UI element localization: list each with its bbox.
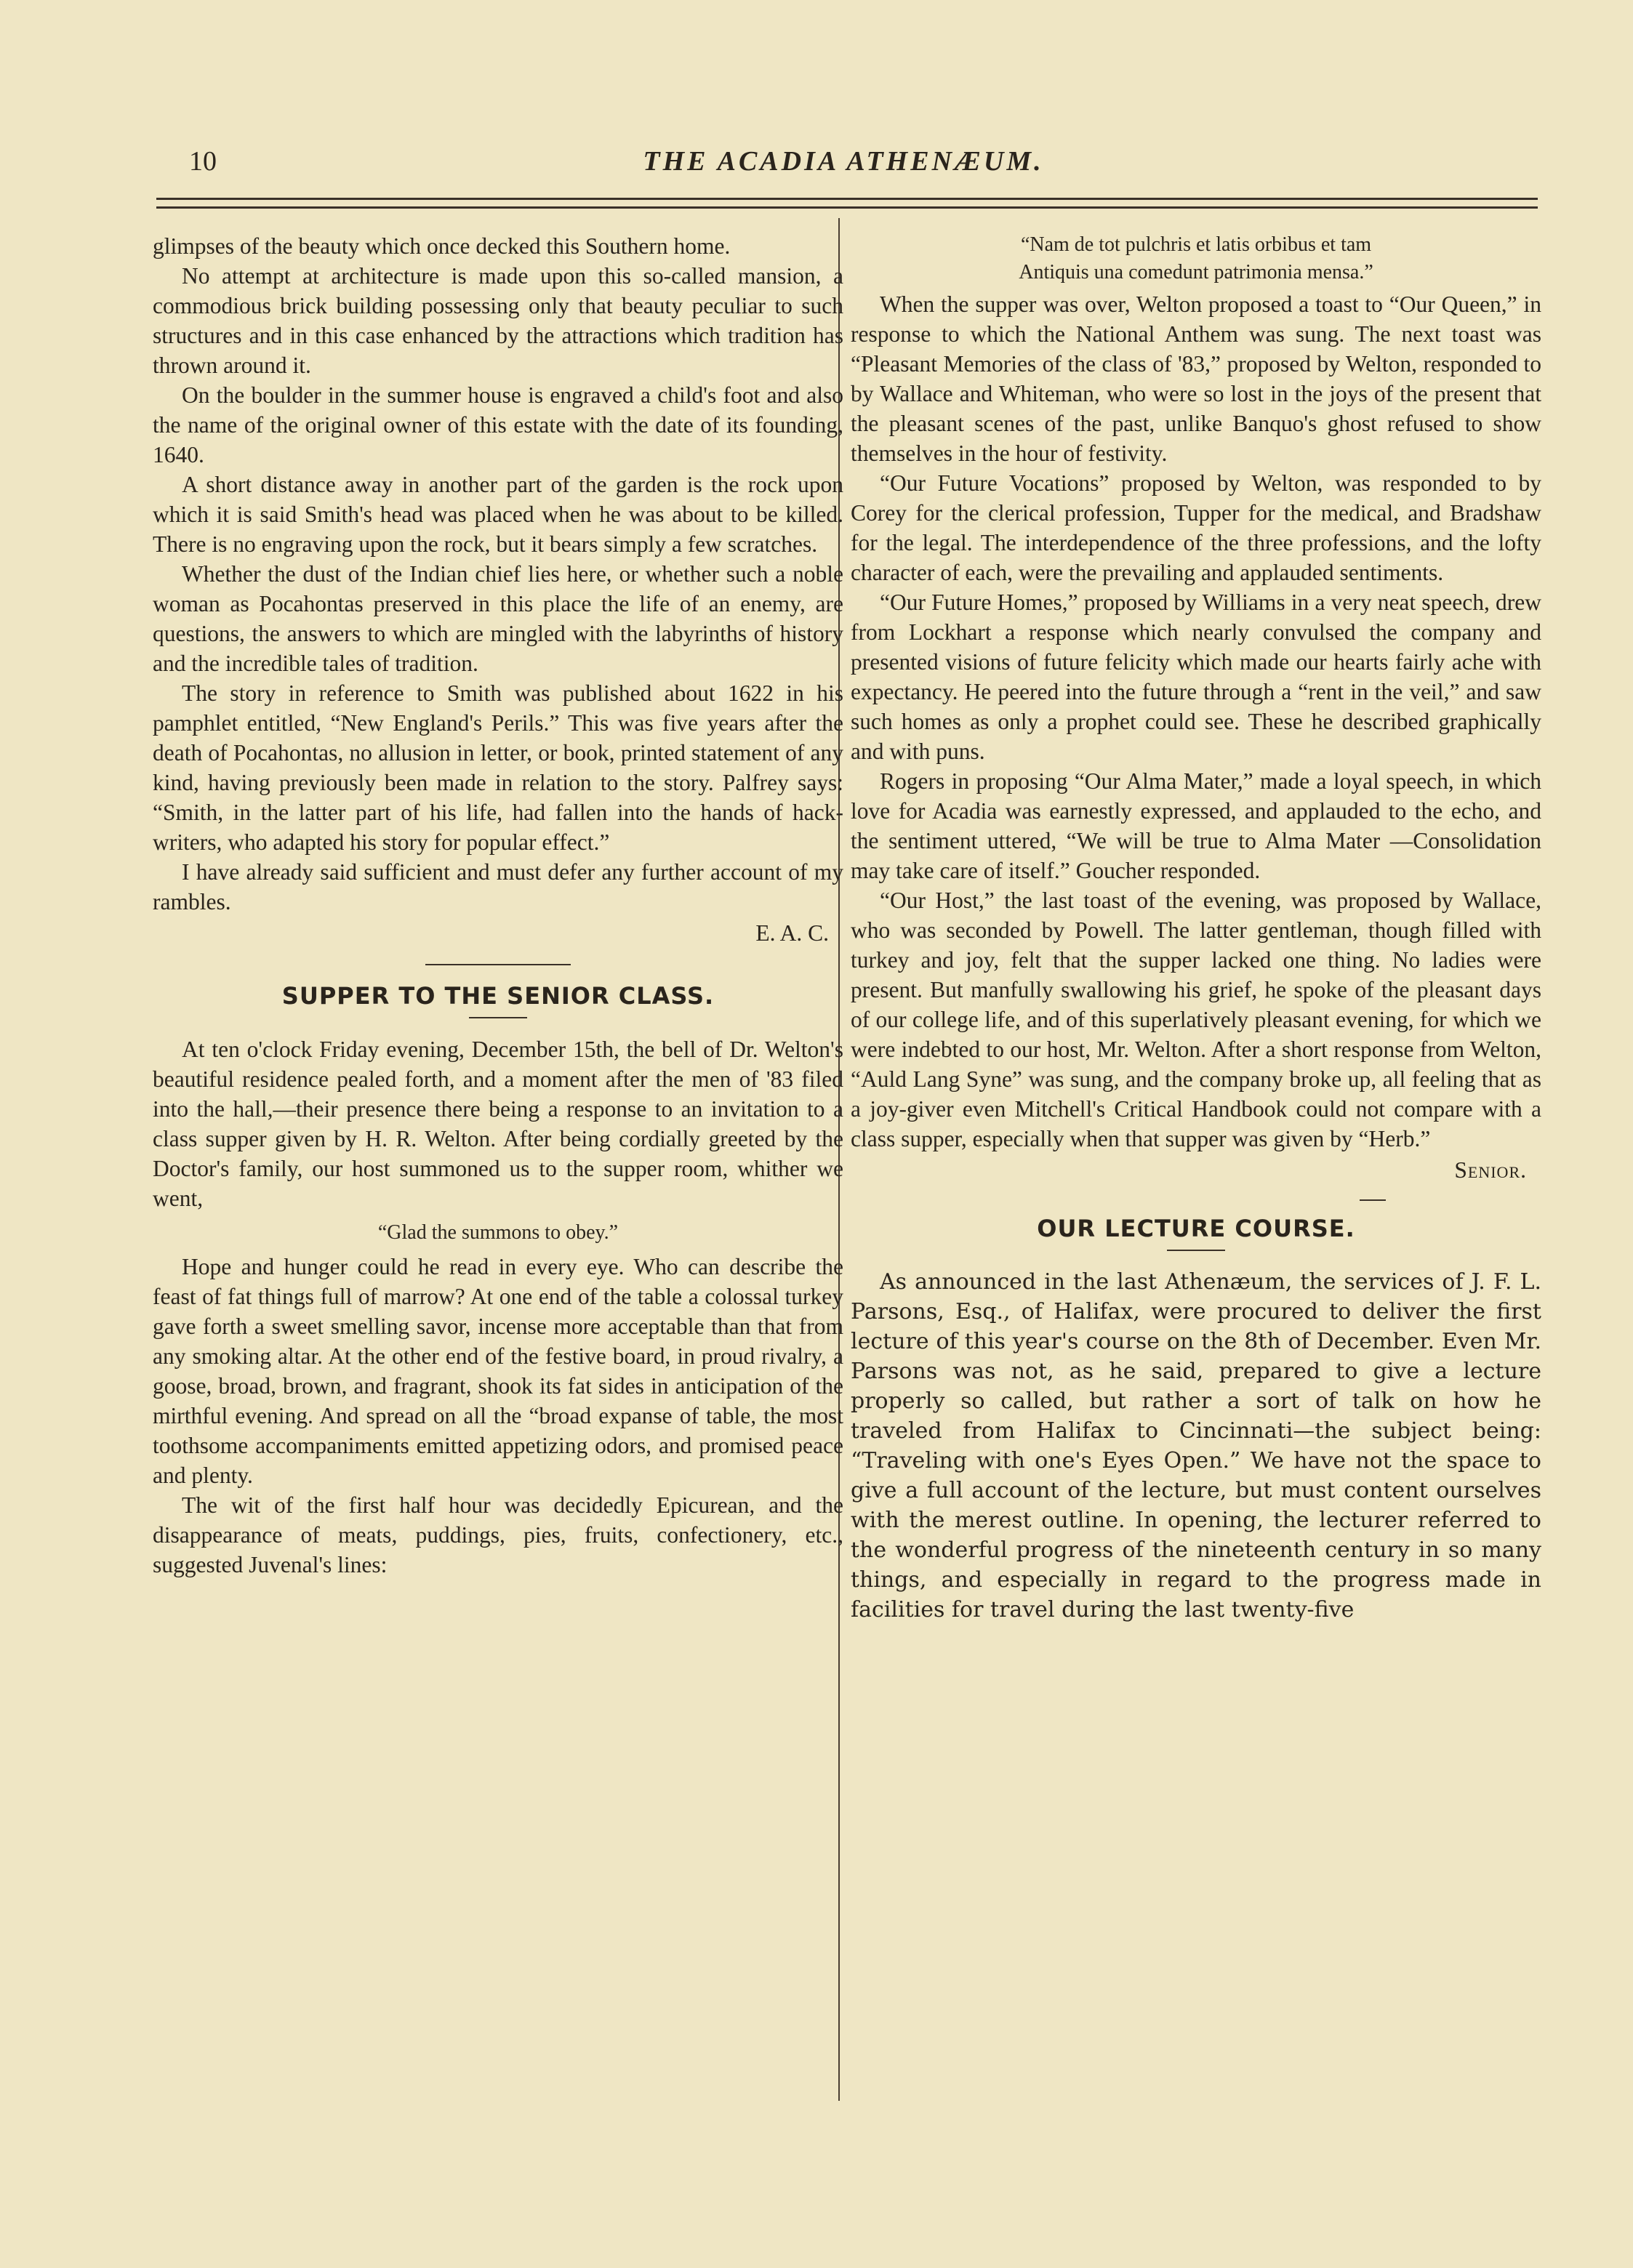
paragraph: When the supper was over, Welton proposed a toast to “Our Queen,” in response to which the National Anthem was sung. The next toast was “Pleasant Memories of the class of '83,” proposed by Welton, responded to by Wallace and Whiteman, who were so lost in the joys of the present that the pleasant scenes of the past, unlike Banquo's ghost refused to show themselves in the hour of festivity.	[851, 291, 1541, 466]
heading-underline	[469, 1017, 527, 1018]
paragraph: Hope and hunger could he read in every eye. Who can describe the feast of fat things full of marrow? At one end of the table a colossal turkey gave forth a sweet smelling savor, incense more acceptable than that from any smoking altar. At the other end of the festive board, in proud rivalry, a goose, broad, brown, and fragrant, shook its fat sides in anticipation of the mirthful evening. And spread on all the “broad expanse of table, the most toothsome accompaniments emitted appetizing odors, and promised peace and plenty.	[153, 1254, 843, 1488]
paragraph: Rogers in proposing “Our Alma Mater,” made a loyal speech, in which love for Acadia was earnestly expressed, and applauded to the echo, and the sentiment uttered, “We will be true to Alma Mater —Consolidation may take care of itself.” Goucher responded.	[851, 768, 1541, 883]
paragraph: No attempt at architecture is made upon this so-called mansion, a commodious brick building possessing only that beauty peculiar to such structures and in this case enhanced by the attractions which tradition has thrown around it.	[153, 263, 843, 378]
quotation: “Glad the summons to obey.”	[377, 1221, 619, 1244]
section-divider	[425, 964, 571, 965]
left-column	[153, 231, 843, 1580]
signature: E. A. C.	[755, 920, 829, 946]
page-number: 10	[189, 146, 217, 177]
header-rule-top	[156, 198, 1538, 200]
running-title: THE ACADIA ATHENÆUM.	[643, 146, 1044, 177]
paragraph: I have already said sufficient and must defer any further account of my rambles.	[153, 859, 843, 914]
paragraph: “Our Future Homes,” proposed by Williams in a very neat speech, drew from Lockhart a response which nearly convulsed the company and presented visions of future felicity which made our hearts fairly ache with expectancy. He peered into the future through a “rent in the veil,” and saw such homes as only a prophet could see. These he described graphically and with puns.	[851, 590, 1541, 764]
latin-quotation	[851, 231, 1541, 286]
lecture-section	[851, 1267, 1541, 1625]
signature: Senior.	[1454, 1157, 1527, 1183]
heading-underline	[1167, 1250, 1225, 1251]
latin-quote-line: “Nam de tot pulchris et latis orbibus et tam	[1020, 233, 1372, 256]
paragraph: Whether the dust of the Indian chief lies here, or whether such a noble woman as Pocahontas preserved in this place the life of an enemy, are questions, the answers to which are mingled with the labyrinths of history and the incredible tales of tradition.	[153, 561, 843, 676]
right-column	[851, 231, 1541, 1625]
section-divider	[1360, 1199, 1386, 1201]
latin-quote-line: Antiquis una comedunt patrimonia mensa.”	[1019, 261, 1373, 284]
page-header	[189, 145, 1498, 189]
paragraph: The wit of the first half hour was decidedly Epicurean, and the disappearance of meats, puddings, pies, fruits, confectionery, etc., suggested Juvenal's lines:	[153, 1492, 843, 1577]
paragraph: “Our Host,” the last toast of the evening, was proposed by Wallace, who was seconded by Powell. The latter gentleman, though filled with turkey and joy, felt that the supper lacked one thing. No ladies were present. But manfully swallowing his grief, he spoke of the pleasant days of our college life, and of this superlatively pleasant evening, for which we were indebted to our host, Mr. Welton. After a short response from Welton, “Auld Lang Syne” was sung, and the company broke up, all feeling that as a joy-giver even Mitchell's Critical Handbook could not compare with a class supper, especially when that supper was given by “Herb.”	[851, 888, 1541, 1151]
paragraph: At ten o'clock Friday evening, December 15th, the bell of Dr. Welton's beautiful residence pealed forth, and a moment after the men of '83 filed into the hall,—their presence there being a response to an invitation to a class supper given by H. R. Welton. After being cordially greeted by the Doctor's family, our host summoned us to the supper room, whither we went,	[153, 1037, 843, 1211]
paragraph: “Our Future Vocations” proposed by Welton, was responded to by Corey for the clerical profession, Tupper for the medical, and Bradshaw for the legal. The interdependence of the three professions, and the lofty character of each, were the prevailing and applauded sentiments.	[851, 470, 1541, 585]
paragraph: On the boulder in the summer house is engraved a child's foot and also the name of the original owner of this estate with the date of its founding, 1640.	[153, 382, 843, 467]
paragraph: The story in reference to Smith was published about 1622 in his pamphlet entitled, “New England's Perils.” This was five years after the death of Pocahontas, no allusion in letter, or book, printed statement of any kind, having previously been made in relation to the story. Palfrey says: “Smith, in the latter part of his life, had fallen into the hands of hack-writers, who adapted his story for popular effect.”	[153, 680, 843, 855]
section-heading-lecture: OUR LECTURE COURSE.	[1037, 1215, 1355, 1242]
header-rule-bottom	[156, 206, 1538, 209]
paragraph: As announced in the last Athenæum, the services of J. F. L. Parsons, Esq., of Halifax, were procured to deliver the first lecture of this year's course on the 8th of December. Even Mr. Parsons was not, as he said, prepared to give a lecture properly so called, but rather a sort of talk on how he traveled from Halifax to Cincinnati—the subject being: “Traveling with one's Eyes Open.” We have not the space to give a full account of the lecture, but must content ourselves with the merest outline. In opening, the lecturer referred to the wonderful progress of the nineteenth century in so many things, and especially in regard to the progress made in facilities for travel during the last twenty-five	[851, 1269, 1541, 1622]
paragraph: A short distance away in another part of the garden is the rock upon which it is said Smith's head was placed when he was about to be killed. There is no engraving upon the rock, but it bears simply a few scratches.	[153, 472, 843, 557]
paragraph: glimpses of the beauty which once decked this Southern home.	[153, 233, 731, 259]
section-heading-supper: SUPPER TO THE SENIOR CLASS.	[281, 982, 715, 1010]
